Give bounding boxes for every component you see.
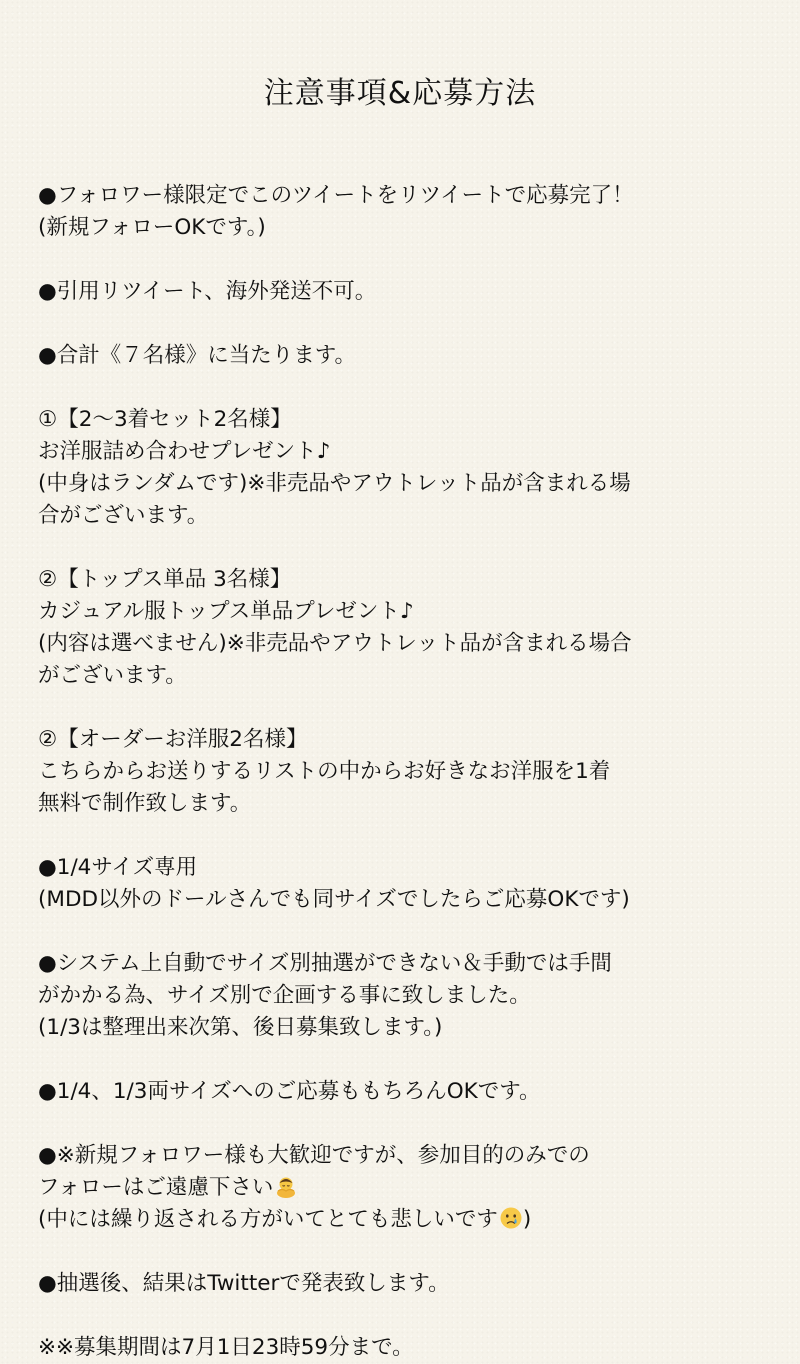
line-result-announcement: ●抽選後、結果はTwitterで発表致します。 (38, 1271, 450, 1296)
prize-2-heading: ②【トップス単品 3名様】 (38, 567, 292, 592)
line-sad-note (38, 1204, 778, 1236)
line-size-only: ●1/4サイズ専用 (38, 855, 198, 880)
line-both-sizes-ok: ●1/4、1/3両サイズへのご応募ももちろんOKです。 (38, 1079, 541, 1104)
prize-1-heading: ①【2〜3着セット2名様】 (38, 407, 292, 432)
page-title: 注意事項&応募方法 (263, 76, 537, 111)
prize-1-note-cont: 合がございます。 (38, 503, 209, 528)
sad-note-text: (中には繰り返される方がいてとても悲しいです (38, 1207, 498, 1232)
line-new-followers-welcome: ●※新規フォロワー様も大歓迎ですが、参加目的のみでの (38, 1143, 590, 1168)
line-refrain-follow (38, 1172, 778, 1204)
line-quote-overseas-not-allowed: ●引用リツイート、海外発送不可。 (38, 279, 377, 304)
sad-note-end: ) (522, 1207, 532, 1232)
prize-3-heading: ②【オーダーお洋服2名様】 (38, 727, 308, 752)
crying-face-icon (499, 1206, 523, 1230)
notice-body (38, 180, 778, 1364)
line-system-note-cont: がかかる為、サイズ別で企画する事に致しました。 (38, 983, 531, 1008)
line-total-winners: ●合計《７名様》に当たります。 (38, 343, 357, 368)
refrain-follow-text: フォローはご遠慮下さい (38, 1175, 274, 1200)
prize-3-description-cont: 無料で制作致します。 (38, 791, 252, 816)
line-recruitment-period: ※※募集期間は7月1日23時59分まで。 (38, 1335, 414, 1360)
line-new-follow-ok: (新規フォローOKです。) (38, 215, 266, 240)
prize-1-title: お洋服詰め合わせプレゼント♪ (38, 439, 331, 464)
prize-2-note-cont: がございます。 (38, 663, 187, 688)
prize-3-description: こちらからお送りするリストの中からお好きなお洋服を1着 (38, 759, 611, 784)
line-size-note: (MDD以外のドールさんでも同サイズでしたらご応募OKです) (38, 887, 630, 912)
prize-2-note: (内容は選べません)※非売品やアウトレット品が含まれる場合 (38, 631, 632, 656)
prize-1-note: (中身はランダムです)※非売品やアウトレット品が含まれる場 (38, 471, 631, 496)
line-system-note: ●システム上自動でサイズ別抽選ができない＆手動では手間 (38, 951, 612, 976)
line-later-recruitment: (1/3は整理出来次第、後日募集致します。) (38, 1015, 443, 1040)
line-apply-by-retweet: ●フォロワー様限定でこのツイートをリツイートで応募完了！ (38, 183, 634, 208)
prize-2-title: カジュアル服トップス単品プレゼント♪ (38, 599, 414, 624)
bowing-person-icon (274, 1174, 298, 1198)
